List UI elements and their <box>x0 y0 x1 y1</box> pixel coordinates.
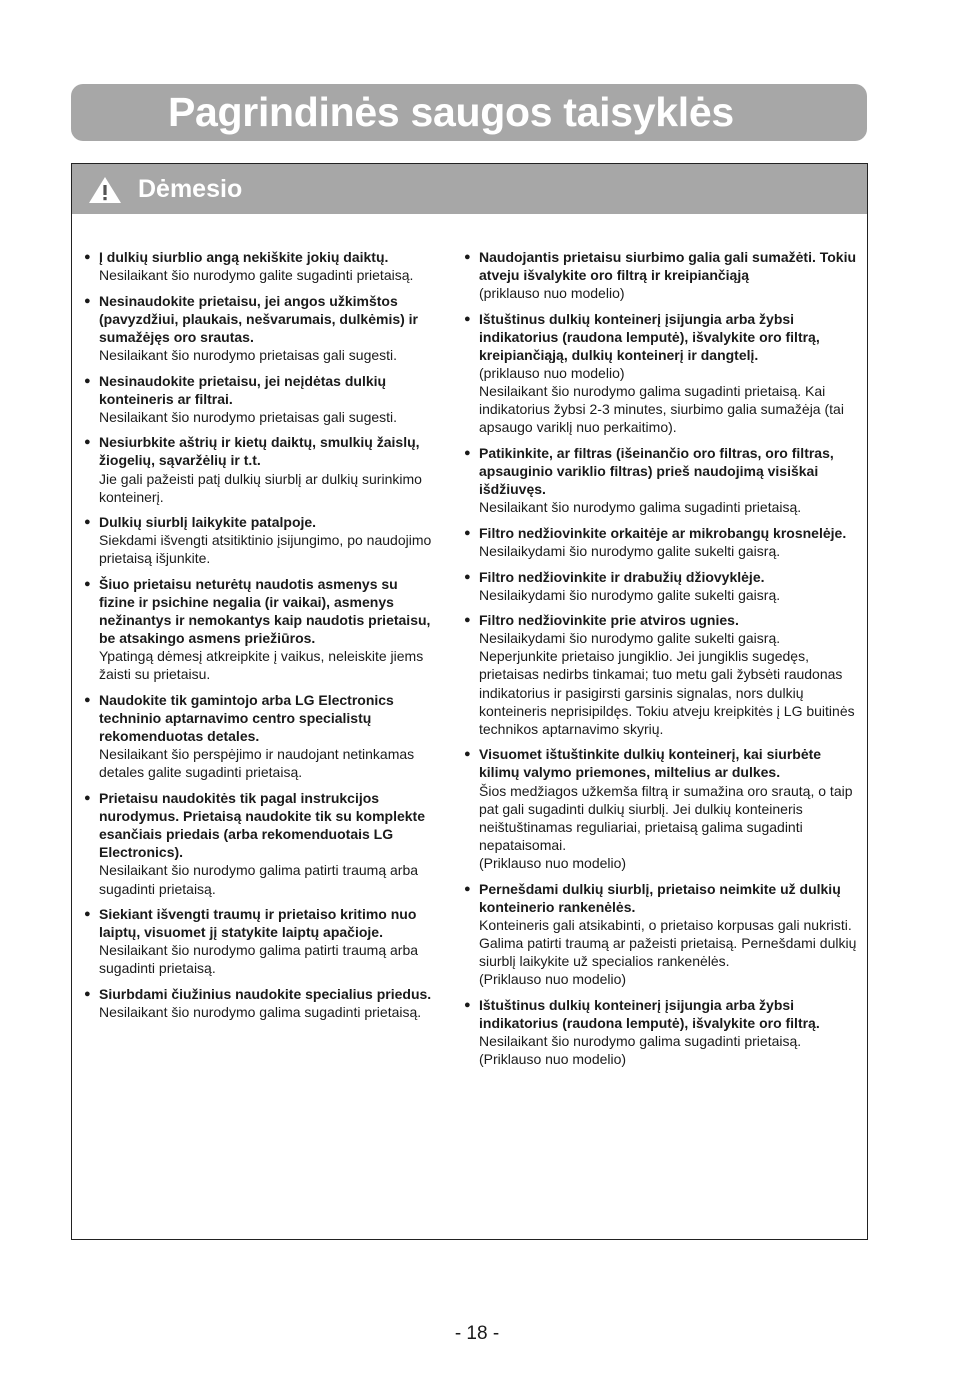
item-title: Filtro nedžiovinkite prie atviros ugnies. <box>479 612 739 629</box>
item-title: Siurbdami čiužinius naudokite specialius priedus. <box>99 985 432 1002</box>
bullet-icon: ● <box>84 792 91 805</box>
list-item <box>80 789 436 898</box>
bullet-icon: ● <box>464 446 471 459</box>
list-item <box>80 905 436 977</box>
item-title: Šiuo prietaisu neturėtų naudotis asmenys su fizine ir psichine negalia (ir vaikai), asmenys nežinantys ir nemokantys kaip naudotis prietaisu, be atsakingo asmens priežiūros. <box>99 576 431 647</box>
item-body: Nesilaikant šio nurodymo galima sugadinti prietaisą. (Priklauso nuo modelio) <box>479 1032 802 1067</box>
item-title: Prietaisu naudokitės tik pagal instrukcijos nurodymus. Prietaisą naudokite tik su komplekte esančiais priedais (arba rekomenduotais LG Electronics). <box>99 790 425 861</box>
bullet-icon: ● <box>464 526 471 539</box>
item-title: Nesiurbkite aštrių ir kietų daiktų, smulkių žaislų, žiogelių, sąvaržėlių ir t.t. <box>99 434 420 469</box>
list-item <box>460 880 860 989</box>
bullet-icon: ● <box>84 516 91 529</box>
bullet-icon: ● <box>464 251 471 263</box>
item-body: Nesilaikant šio nurodymo prietaisas gali sugesti. <box>99 346 398 363</box>
list-item <box>80 292 436 364</box>
bullet-icon: ● <box>464 312 471 325</box>
item-title: Nesinaudokite prietaisu, jei angos užkimštos (pavyzdžiui, plaukais, nešvarumais, dulkėmis) ir sumažėjęs oro srautas. <box>99 292 419 345</box>
bullet-icon: ● <box>464 614 471 627</box>
item-body: Jie gali pažeisti patį dulkių siurblį ar dulkių surinkimo konteinerį. <box>99 470 422 505</box>
bullet-icon: ● <box>464 570 471 583</box>
item-title: Į dulkių siurblio angą nekiškite jokių daiktų. <box>99 249 389 265</box>
item-title: Ištuštinus dulkių konteinerį įsijungia arba žybsi indikatorius (raudona lemputė), išvalykite oro filtrą. <box>479 996 820 1031</box>
item-body: Nesilaikydami šio nurodymo galite sukelti gaisrą. <box>479 542 781 559</box>
item-body: Ypatingą dėmesį atkreipkite į vaikus, neleiskite jiems žaisti su prietaisu. <box>99 648 424 683</box>
item-body: (priklauso nuo modelio) <box>479 285 625 302</box>
list-item <box>460 310 860 437</box>
item-body: Nesilaikant šio nurodymo prietaisas gali sugesti. <box>99 408 398 425</box>
list-item <box>460 248 860 302</box>
bullet-icon: ● <box>84 374 91 387</box>
bullet-icon: ● <box>84 251 91 263</box>
list-item <box>460 996 860 1068</box>
list-item <box>80 433 436 505</box>
bullet-icon: ● <box>84 694 91 707</box>
item-body: Nesilaikant šio nurodymo galite sugadinti prietaisą. <box>99 267 414 284</box>
item-body: Nesilaikant šio perspėjimo ir naudojant netinkamas detales galite sugadinti prietaisą. <box>99 746 415 781</box>
item-body: Nesilaikant šio nurodymo galima patirti traumą arba sugadinti prietaisą. <box>99 942 419 977</box>
item-title: Pernešdami dulkių siurblį, prietaiso neimkite už dulkių konteinerio rankenėlės. <box>479 880 841 915</box>
item-body: Nesilaikant šio nurodymo galima sugadinti prietaisą. <box>99 1004 422 1021</box>
list-item <box>80 575 436 684</box>
bullet-icon: ● <box>84 987 91 1000</box>
item-title: Filtro nedžiovinkite ir drabužių džiovyklėje. <box>479 568 765 585</box>
item-title: Naudojantis prietaisu siurbimo galia gali sumažėti. Tokiu atveju išvalykite oro filtrą ir kreipiančiąją <box>479 249 857 284</box>
item-body: Nesilaikant šio nurodymo galima sugadinti prietaisą. <box>479 499 802 516</box>
item-body: Konteineris gali atsikabinti, o prietaiso korpusas gali nukristi. Galima patirti traumą ar pažeisti prietaisą. Pernešdami dulkių siurblį laikykite už specialios rankenėlės. (Priklauso nuo modelio) <box>479 916 857 987</box>
list-item <box>80 248 436 284</box>
item-body: (priklauso nuo modelio) Nesilaikant šio nurodymo galima sugadinti prietaisą. Kai indikatorius žybsi 2-3 minutes, siurbimo galia sumažėja (tai apsaugo variklį nuo perkaitimo). <box>479 365 844 436</box>
list-item <box>460 568 860 604</box>
right-column <box>460 248 860 1075</box>
bullet-icon: ● <box>464 748 471 761</box>
page-title: Pagrindinės saugos taisyklės <box>168 89 734 135</box>
warning-triangle-icon <box>88 176 122 204</box>
bullet-icon: ● <box>84 436 91 449</box>
item-body: Nesilaikant šio nurodymo galima patirti traumą arba sugadinti prietaisą. <box>99 862 419 897</box>
item-title: Patikinkite, ar filtras (išeinančio oro filtras, oro filtras, apsauginio variklio filtras) prieš naudojimą visiškai išdžiuvęs. <box>479 444 834 498</box>
item-body: Šios medžiagos užkemša filtrą ir sumažina oro srautą, o taip pat gali sugadinti dulkių siurblį. Jei dulkių konteineris neištuštinamas reguliariai, prietaisą galima sugadinti nepataisomai. (Priklauso nuo modelio) <box>479 782 853 871</box>
bullet-icon: ● <box>84 294 91 307</box>
bullet-icon: ● <box>84 578 91 590</box>
list-item <box>80 513 436 567</box>
list-item <box>80 691 436 781</box>
item-body: Nesilaikydami šio nurodymo galite sukelti gaisrą. <box>479 586 781 603</box>
item-title: Siekiant išvengti traumų ir prietaiso kritimo nuo laiptų, visuomet jį statykite laiptų apačioje. <box>99 906 417 941</box>
caution-header <box>72 164 867 214</box>
left-column <box>80 248 436 1029</box>
page-number: - 18 - <box>454 1323 500 1344</box>
bullet-icon: ● <box>464 998 471 1011</box>
list-item <box>460 524 860 560</box>
list-item <box>460 611 860 738</box>
item-body: Nesilaikydami šio nurodymo galite sukelti gaisrą. Neperjunkite prietaiso jungiklio. Jei jungiklis sugedęs, prietaisas nedirbs tinkamai; tuo metu gali žybsėti raudonas indikatorius ir pasigirsti garsinis signalas, nors dulkių konteineris neprisipildęs. Tokiu atveju kreipkitės į LG buitinės technikos aptarnavimo skyrių. <box>479 630 855 737</box>
item-title: Dulkių siurblį laikykite patalpoje. <box>99 514 317 531</box>
title-banner <box>71 84 867 141</box>
item-title: Nesinaudokite prietaisu, jei neįdėtas dulkių konteineris ar filtrai. <box>99 372 387 407</box>
section-heading: Dėmesio <box>138 175 243 203</box>
item-title: Ištuštinus dulkių konteinerį įsijungia arba žybsi indikatorius (raudona lemputė), išvalykite oro filtrą, kreipiančiąją, dulkių konteinerį ir dangtelį. <box>479 310 820 363</box>
item-body: Siekdami išvengti atsitiktinio įsijungimo, po naudojimo prietaisą išjunkite. <box>99 532 432 567</box>
bullet-icon: ● <box>84 908 91 921</box>
item-title: Visuomet ištuštinkite dulkių konteinerį, kai siurbėte kilimų valymo priemones, miltelius ar dulkes. <box>479 746 822 781</box>
list-item <box>80 372 436 426</box>
item-title: Filtro nedžiovinkite orkaitėje ar mikrobangų krosnelėje. <box>479 524 847 541</box>
list-item <box>80 985 436 1021</box>
bullet-icon: ● <box>464 882 471 895</box>
list-item <box>460 444 860 516</box>
item-title: Naudokite tik gamintojo arba LG Electronics techninio aptarnavimo centro specialistų rekomenduotas detales. <box>99 692 394 745</box>
list-item <box>460 745 860 872</box>
